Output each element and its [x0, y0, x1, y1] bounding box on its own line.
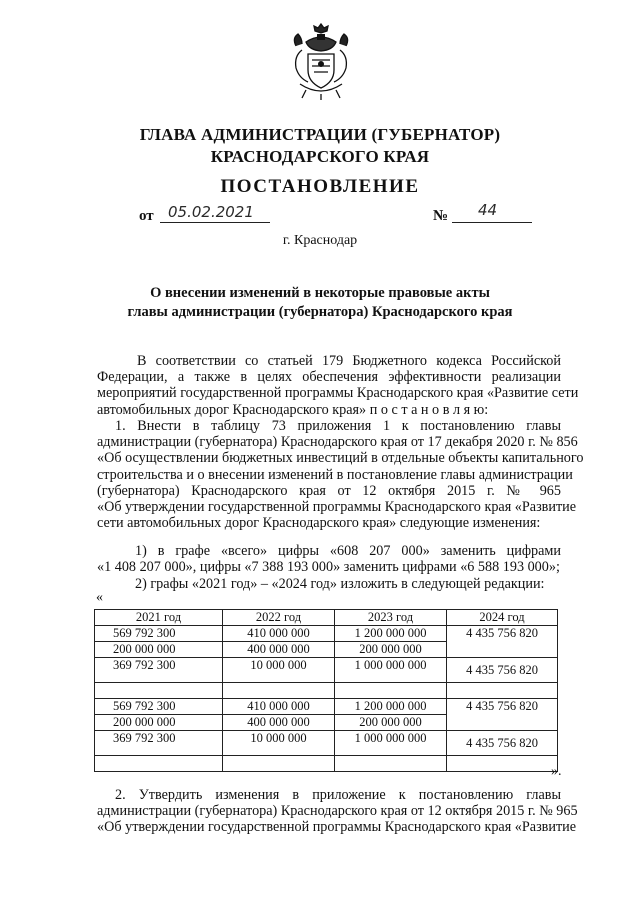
- coat-of-arms-emblem: [288, 20, 354, 102]
- number-label: №: [433, 208, 449, 224]
- table-cell: 1 000 000 000: [335, 658, 447, 683]
- subject-line-2: главы администрации (губернатора) Краснодарского края: [127, 304, 513, 320]
- text-line: «Об утверждении государственной программы Краснодарского края «Развитие: [97, 499, 577, 516]
- table-cell: 1 200 000 000: [335, 699, 447, 715]
- text-line: администрации (губернатора) Краснодарского края от 12 октября 2015 г. № 965: [97, 803, 578, 820]
- table-cell: 4 435 756 820: [447, 731, 558, 756]
- table-header-cell: 2021 год: [95, 610, 223, 626]
- text-line: «Об утверждении государственной программы Краснодарского края «Развитие: [97, 819, 577, 836]
- table-cell: 4 435 756 820: [447, 626, 558, 658]
- paragraph-subitem-2: 2) графы «2021 год» – «2024 год» изложить в следующей редакции:: [135, 576, 545, 592]
- table-row: [95, 699, 558, 715]
- date-underline: [160, 222, 270, 223]
- table-cell: 200 000 000: [335, 642, 447, 658]
- issuer-line-1: ГЛАВА АДМИНИСТРАЦИИ (ГУБЕРНАТОР): [139, 125, 501, 144]
- subject-line-1: О внесении изменений в некоторые правовые акты: [150, 285, 490, 301]
- date-value: 05.02.2021: [168, 203, 254, 221]
- text-line: «Об осуществлении бюджетных инвестиций в отдельные объекты капитального: [97, 450, 584, 467]
- table-header-cell: 2023 год: [335, 610, 447, 626]
- table-row: [95, 683, 558, 699]
- table-cell: 369 792 300: [95, 658, 223, 683]
- table-cell: [335, 756, 447, 772]
- table-cell: 200 000 000: [95, 642, 223, 658]
- table-row: [95, 756, 558, 772]
- table-cell: [95, 756, 223, 772]
- text-line: Федерации, а также в целях обеспечения эффективности реализации: [97, 369, 561, 386]
- text-line: 2. Утвердить изменения в приложение к постановлению главы: [115, 787, 561, 803]
- table-row: [95, 731, 558, 756]
- table-cell: 400 000 000: [223, 642, 335, 658]
- table-cell: 369 792 300: [95, 731, 223, 756]
- table-cell: 1 200 000 000: [335, 626, 447, 642]
- opening-quote: «: [96, 590, 103, 605]
- paragraph-item-2: [97, 787, 578, 836]
- table-cell: [223, 756, 335, 772]
- table-cell: [95, 683, 223, 699]
- table-cell: 200 000 000: [335, 715, 447, 731]
- table-cell: [447, 683, 558, 699]
- text-line: 1) в графе «всего» цифры «608 207 000» заменить цифрами: [135, 543, 561, 559]
- paragraph-preamble: [97, 353, 579, 418]
- paragraph-item-1: [97, 418, 584, 532]
- table-cell: 200 000 000: [95, 715, 223, 731]
- table-cell: [335, 683, 447, 699]
- number-underline: [452, 222, 532, 223]
- text-line: (губернатора) Краснодарского края от 12 октября 2015 г. № 965: [97, 482, 561, 499]
- issuer-title: [0, 124, 640, 168]
- table-header-row: [95, 610, 558, 626]
- table-cell: 400 000 000: [223, 715, 335, 731]
- closing-quote: ».: [551, 764, 562, 779]
- table-cell: 569 792 300: [95, 626, 223, 642]
- table-cell: 10 000 000: [223, 731, 335, 756]
- table-cell: 410 000 000: [223, 626, 335, 642]
- table-cell: 410 000 000: [223, 699, 335, 715]
- text-line: «1 408 207 000», цифры «7 388 193 000» заменить цифрами «6 588 193 000»;: [97, 559, 560, 576]
- text-line: строительства и о внесении изменений в постановление главы администрации: [97, 466, 573, 483]
- table-cell: 4 435 756 820: [447, 699, 558, 731]
- table-row: [95, 658, 558, 683]
- table-header-cell: 2024 год: [447, 610, 558, 626]
- issuer-line-2: КРАСНОДАРСКОГО КРАЯ: [210, 147, 430, 166]
- text-line: 1. Внести в таблицу 73 приложения 1 к постановлению главы: [115, 418, 561, 434]
- city: г. Краснодар: [282, 233, 358, 248]
- budget-table: [94, 609, 558, 772]
- text-line: мероприятий государственной программы Краснодарского края «Развитие сети: [97, 385, 579, 402]
- table-cell: 10 000 000: [223, 658, 335, 683]
- table-cell: 1 000 000 000: [335, 731, 447, 756]
- table-header-cell: 2022 год: [223, 610, 335, 626]
- paragraph-subitem-1: [97, 543, 561, 575]
- text-line: сети автомобильных дорог Краснодарского края» следующие изменения:: [97, 515, 541, 532]
- table-cell: [447, 756, 558, 772]
- number-value: 44: [478, 201, 498, 219]
- table-cell: 569 792 300: [95, 699, 223, 715]
- date-label: от: [139, 208, 154, 224]
- document-type: ПОСТАНОВЛЕНИЕ: [220, 176, 420, 197]
- text-line: [97, 402, 561, 418]
- text-line: В соответствии со статьей 179 Бюджетного кодекса Российской: [137, 353, 561, 369]
- table-cell: 4 435 756 820: [447, 658, 558, 683]
- document-subject: [0, 284, 640, 322]
- text-line: администрации (губернатора) Краснодарского края от 17 декабря 2020 г. № 856: [97, 434, 578, 451]
- text-fragment: автомобильных дорог Краснодарского края»: [97, 401, 367, 418]
- table-row: [95, 626, 558, 642]
- table-cell: [223, 683, 335, 699]
- resolve-word: п о с т а н о в л я ю:: [369, 401, 489, 418]
